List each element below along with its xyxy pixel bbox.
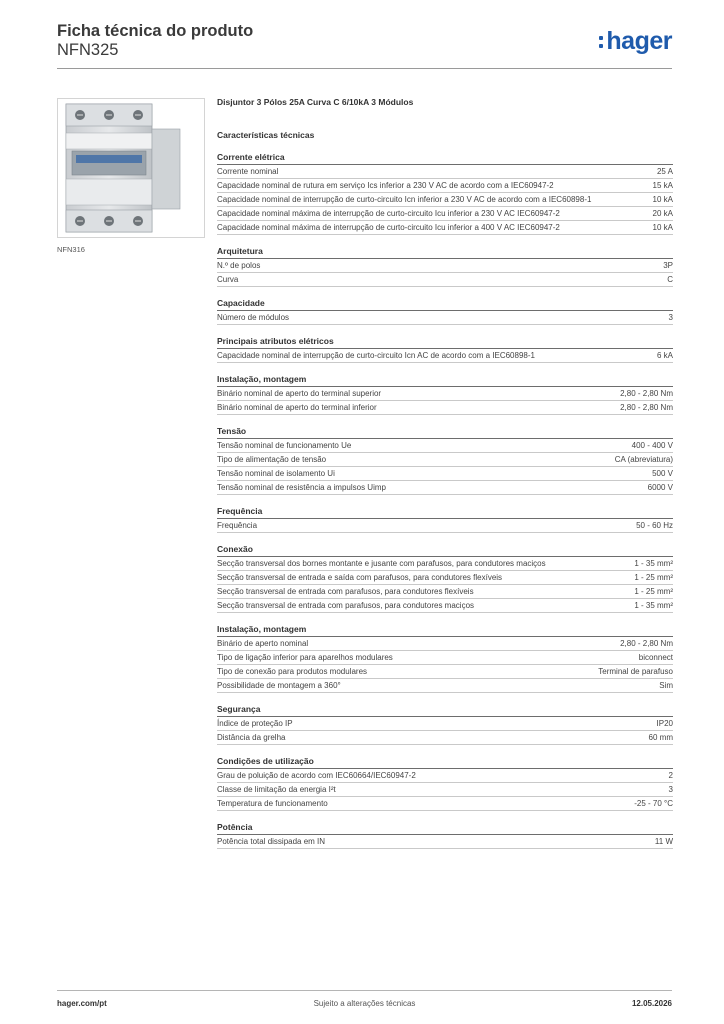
- spec-label: Secção transversal de entrada e saída com parafusos, para condutores flexíveis: [217, 573, 503, 582]
- spec-section: [217, 246, 673, 287]
- spec-row: [217, 519, 673, 533]
- header-divider: [57, 68, 672, 69]
- spec-row: [217, 637, 673, 651]
- spec-label: Distância da grelha: [217, 733, 286, 742]
- spec-value: IP20: [656, 719, 673, 728]
- section-title: Principais atributos elétricos: [217, 336, 673, 349]
- product-reference: NFN325: [57, 41, 119, 59]
- spec-label: Capacidade nominal de rutura em serviço Ics inferior a 230 V AC de acordo com a IEC60947-2: [217, 181, 554, 190]
- page-title: Ficha técnica do produto: [57, 22, 254, 40]
- spec-section: [217, 624, 673, 693]
- spec-label: Capacidade nominal de interrupção de curto-circuito Icn AC de acordo com a IEC60898-1: [217, 351, 535, 360]
- section-title: Potência: [217, 822, 673, 835]
- spec-label: Binário de aperto nominal: [217, 639, 309, 648]
- spec-value: Sim: [659, 681, 673, 690]
- spec-value: 10 kA: [652, 223, 673, 232]
- spec-row: [217, 731, 673, 745]
- spec-label: Tensão nominal de funcionamento Ue: [217, 441, 352, 450]
- spec-value: 400 - 400 V: [631, 441, 673, 450]
- spec-label: Tipo de conexão para produtos modulares: [217, 667, 368, 676]
- spec-section: [217, 544, 673, 613]
- spec-content: [217, 95, 673, 849]
- spec-row: [217, 769, 673, 783]
- footer-website: hager.com/pt: [57, 999, 107, 1008]
- spec-label: Corrente nominal: [217, 167, 279, 176]
- spec-row: [217, 665, 673, 679]
- spec-label: Grau de poluição de acordo com IEC60664/IEC60947-2: [217, 771, 416, 780]
- spec-label: Possibilidade de montagem a 360°: [217, 681, 341, 690]
- spec-label: Frequência: [217, 521, 258, 530]
- spec-label: Classe de limitação da energia I²t: [217, 785, 336, 794]
- logo-text: hager: [606, 26, 672, 55]
- spec-label: Secção transversal de entrada com parafusos, para condutores flexíveis: [217, 587, 474, 596]
- spec-section: [217, 426, 673, 495]
- spec-row: [217, 651, 673, 665]
- page-footer: [57, 990, 672, 1011]
- section-title: Corrente elétrica: [217, 152, 673, 165]
- spec-row: [217, 481, 673, 495]
- spec-row: [217, 439, 673, 453]
- spec-section: [217, 152, 673, 235]
- spec-row: [217, 783, 673, 797]
- section-title: Conexão: [217, 544, 673, 557]
- spec-row: [217, 797, 673, 811]
- spec-row: [217, 349, 673, 363]
- spec-value: 2: [668, 771, 673, 780]
- spec-section: [217, 336, 673, 363]
- spec-section: [217, 298, 673, 325]
- technical-characteristics-heading: Características técnicas: [217, 130, 315, 140]
- spec-value: 1 - 35 mm²: [634, 601, 673, 610]
- spec-row: [217, 717, 673, 731]
- section-title: Capacidade: [217, 298, 673, 311]
- spec-value: 6000 V: [647, 483, 673, 492]
- spec-row: [217, 165, 673, 179]
- spec-section: [217, 704, 673, 745]
- spec-row: [217, 193, 673, 207]
- spec-row: [217, 179, 673, 193]
- spec-label: Secção transversal dos bornes montante e jusante com parafusos, para condutores maciços: [217, 559, 546, 568]
- spec-value: 60 mm: [648, 733, 673, 742]
- spec-value: CA (abreviatura): [614, 455, 673, 464]
- spec-value: biconnect: [638, 653, 673, 662]
- spec-row: [217, 453, 673, 467]
- spec-value: 6 kA: [656, 351, 673, 360]
- spec-row: [217, 221, 673, 235]
- spec-row: [217, 571, 673, 585]
- section-title: Condições de utilização: [217, 756, 673, 769]
- spec-row: [217, 599, 673, 613]
- page-header: [57, 20, 672, 70]
- spec-value: 10 kA: [652, 195, 673, 204]
- spec-section: [217, 822, 673, 849]
- footer-date: 12.05.2026: [631, 999, 672, 1008]
- spec-value: 2,80 - 2,80 Nm: [620, 639, 673, 648]
- spec-label: Binário nominal de aperto do terminal superior: [217, 389, 382, 398]
- circuit-breaker-icon: [58, 99, 204, 237]
- spec-value: Terminal de parafuso: [598, 667, 673, 676]
- section-title: Frequência: [217, 506, 673, 519]
- image-caption: NFN316: [57, 245, 85, 254]
- spec-value: 3P: [663, 261, 673, 270]
- spec-label: Tensão nominal de resistência a impulsos Uimp: [217, 483, 386, 492]
- spec-value: 2,80 - 2,80 Nm: [620, 389, 673, 398]
- spec-row: [217, 557, 673, 571]
- spec-sections: [217, 152, 673, 849]
- spec-value: C: [667, 275, 673, 284]
- spec-section: [217, 506, 673, 533]
- section-title: Tensão: [217, 426, 673, 439]
- spec-row: [217, 585, 673, 599]
- spec-value: 15 kA: [652, 181, 673, 190]
- hager-logo: [599, 24, 672, 58]
- spec-label: Temperatura de funcionamento: [217, 799, 328, 808]
- spec-value: 3: [668, 785, 673, 794]
- spec-row: [217, 273, 673, 287]
- section-title: Instalação, montagem: [217, 374, 673, 387]
- spec-label: Tipo de alimentação de tensão: [217, 455, 327, 464]
- spec-value: 50 - 60 Hz: [636, 521, 673, 530]
- spec-row: [217, 679, 673, 693]
- spec-label: Índice de proteção IP: [217, 719, 293, 728]
- spec-value: 1 - 35 mm²: [634, 559, 673, 568]
- spec-row: [217, 259, 673, 273]
- spec-label: Potência total dissipada em IN: [217, 837, 326, 846]
- spec-value: 3: [668, 313, 673, 322]
- spec-row: [217, 311, 673, 325]
- spec-row: [217, 835, 673, 849]
- spec-value: -25 - 70 °C: [634, 799, 673, 808]
- spec-label: Capacidade nominal máxima de interrupção de curto-circuito Icu inferior a 400 V AC IEC60947-2: [217, 223, 560, 232]
- spec-row: [217, 401, 673, 415]
- spec-row: [217, 387, 673, 401]
- spec-label: Capacidade nominal máxima de interrupção de curto-circuito Icu inferior a 230 V AC IEC60947-2: [217, 209, 560, 218]
- spec-value: 1 - 25 mm²: [634, 587, 673, 596]
- footer-notice: Sujeito a alterações técnicas: [313, 999, 416, 1008]
- spec-section: [217, 756, 673, 811]
- spec-value: 11 W: [654, 837, 673, 846]
- spec-label: Capacidade nominal de interrupção de curto-circuito Icn inferior a 230 V AC de acordo com a IEC60898-1: [217, 195, 592, 204]
- spec-value: 2,80 - 2,80 Nm: [620, 403, 673, 412]
- spec-value: 500 V: [652, 469, 673, 478]
- logo-dots-icon: [599, 36, 603, 48]
- product-image: [57, 98, 205, 238]
- section-title: Instalação, montagem: [217, 624, 673, 637]
- spec-value: 1 - 25 mm²: [634, 573, 673, 582]
- spec-label: Curva: [217, 275, 239, 284]
- spec-label: Número de módulos: [217, 313, 290, 322]
- section-title: Arquitetura: [217, 246, 673, 259]
- spec-section: [217, 374, 673, 415]
- product-description: Disjuntor 3 Pólos 25A Curva C 6/10kA 3 Módulos: [217, 97, 414, 107]
- spec-label: Tensão nominal de isolamento Ui: [217, 469, 335, 478]
- spec-label: N.º de polos: [217, 261, 261, 270]
- spec-label: Secção transversal de entrada com parafusos, para condutores maciços: [217, 601, 475, 610]
- spec-label: Binário nominal de aperto do terminal inferior: [217, 403, 377, 412]
- spec-row: [217, 207, 673, 221]
- spec-row: [217, 467, 673, 481]
- spec-label: Tipo de ligação inferior para aparelhos modulares: [217, 653, 393, 662]
- spec-value: 25 A: [656, 167, 673, 176]
- section-title: Segurança: [217, 704, 673, 717]
- spec-value: 20 kA: [652, 209, 673, 218]
